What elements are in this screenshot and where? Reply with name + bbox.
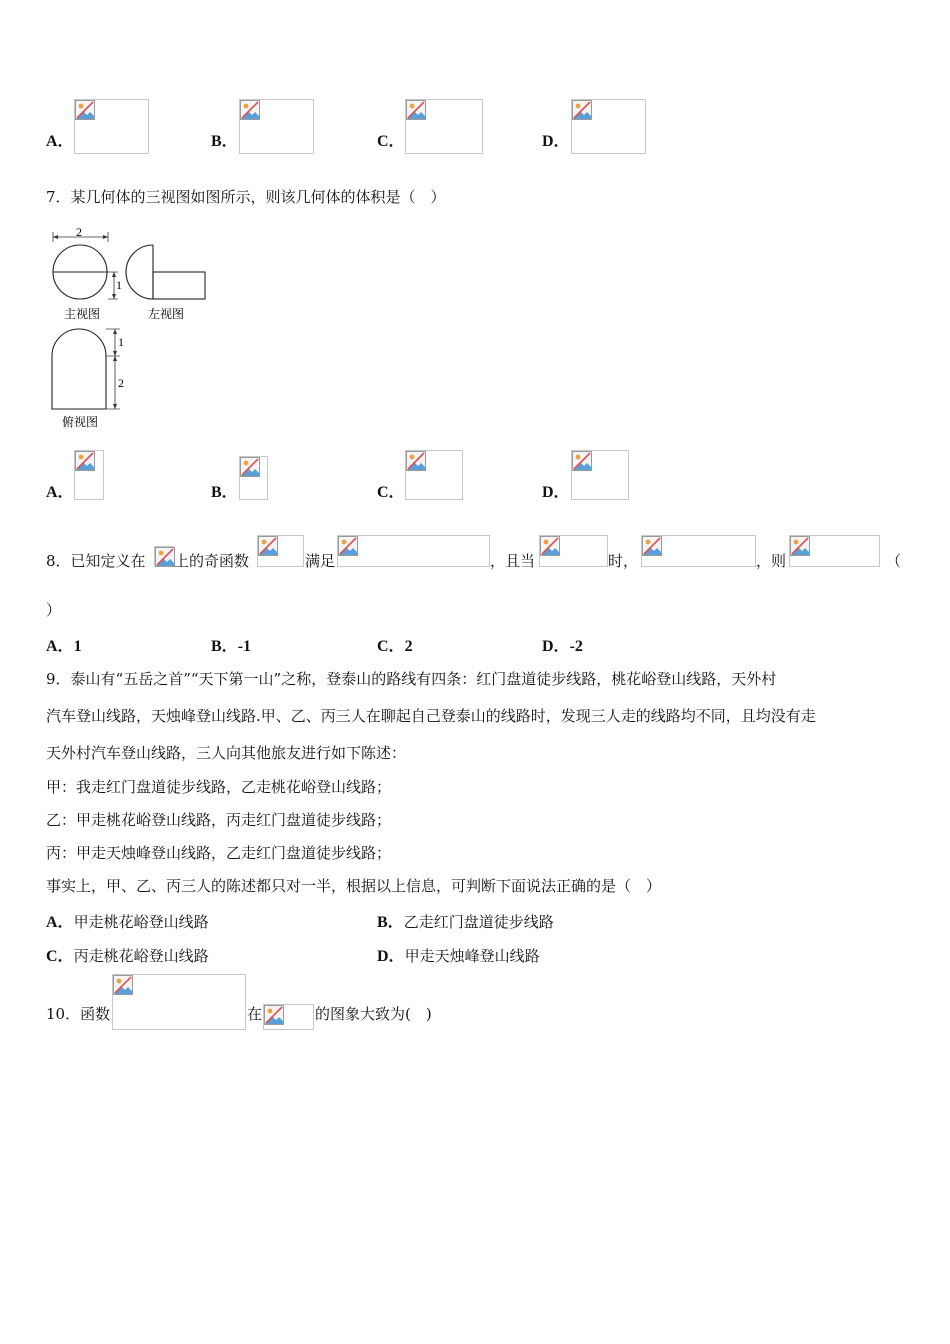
q9-line-3: 天外村汽车登山线路，三人向其他旅友进行如下陈述： xyxy=(46,744,407,762)
q8-option-d-label: D． xyxy=(542,638,570,655)
top-view-caption: 俯视图 xyxy=(62,415,99,429)
q8-option-d-value: -2 xyxy=(569,638,583,655)
q8-option-a xyxy=(46,633,82,656)
q7-option-b-image xyxy=(239,456,268,500)
q7-option-b-label: B． xyxy=(211,484,238,501)
q10-text-2: 在 xyxy=(247,1005,263,1023)
q9-option-a-label: A． xyxy=(46,914,74,931)
dim-width: 2 xyxy=(76,225,82,239)
broken-image-icon xyxy=(258,536,278,556)
q7-option-a-image xyxy=(74,450,104,500)
q7-option-d-image xyxy=(571,450,629,500)
broken-image-icon xyxy=(338,536,358,556)
q8-text-6: ，则 xyxy=(756,552,787,570)
q8-img-interval xyxy=(539,535,608,567)
q9-option-c-text: 丙走桃花峪登山线路 xyxy=(73,947,209,965)
q8-option-d xyxy=(542,633,583,656)
broken-image-icon xyxy=(75,451,95,471)
q7-stem: 7．某几何体的三视图如图所示，则该几何体的体积是（ ） xyxy=(46,188,446,206)
side-view xyxy=(126,245,205,299)
broken-image-icon xyxy=(264,1005,284,1025)
q7-option-d-label: D． xyxy=(542,484,570,501)
q8-text-3: 满足 xyxy=(305,552,336,570)
q9-option-d-text: 甲走天烛峰登山线路 xyxy=(404,947,540,965)
q8-option-b-label: B． xyxy=(211,638,238,655)
q8-text-2: 上的奇函数 xyxy=(174,552,250,570)
q9-option-b-text: 乙走红门盘道徒步线路 xyxy=(403,913,554,931)
broken-image-icon xyxy=(540,536,560,556)
q10-text-1: 10．函数 xyxy=(46,1005,111,1023)
q7-option-c-image xyxy=(405,450,463,500)
q7-option-c-label: C． xyxy=(377,484,405,501)
q8-text-8: ） xyxy=(46,601,62,619)
q8-img-target xyxy=(789,535,880,567)
q8-text-1: 8．已知定义在 xyxy=(46,552,146,570)
q9-option-a xyxy=(46,909,209,932)
top-view xyxy=(52,329,120,409)
front-view-caption: 主视图 xyxy=(64,307,101,321)
q9-line-6: 丙：甲走天烛峰登山线路，乙走红门盘道徒步线路； xyxy=(46,844,392,862)
q6-option-a-label: A． xyxy=(46,133,74,150)
q8-option-c-label: C． xyxy=(377,638,405,655)
q9-line-4: 甲：我走红门盘道徒步线路，乙走桃花峪登山线路； xyxy=(46,778,392,796)
q6-option-d-label: D． xyxy=(542,133,570,150)
q8-img-expression xyxy=(641,535,756,567)
q8-text-4: ，且当 xyxy=(490,552,536,570)
broken-image-icon xyxy=(406,451,426,471)
q6-option-a-image xyxy=(74,99,149,154)
dim-top-b: 2 xyxy=(118,376,124,390)
front-view xyxy=(53,232,118,299)
side-view-caption: 左视图 xyxy=(148,307,185,321)
q10-text-3: 的图象大致为( ) xyxy=(315,1005,432,1023)
q9-option-d-label: D． xyxy=(377,948,405,965)
broken-image-icon xyxy=(406,100,426,120)
q6-option-b-image xyxy=(239,99,314,154)
dim-front-h: 1 xyxy=(116,278,122,292)
q8-img-condition xyxy=(337,535,490,567)
q9-option-a-text: 甲走桃花峪登山线路 xyxy=(73,913,209,931)
q8-img-domain xyxy=(154,546,174,567)
q6-option-c-image xyxy=(405,99,483,154)
q6-option-d-image xyxy=(571,99,646,154)
q9-line-1: 9．泰山有“五岳之首”“天下第一山”之称，登泰山的路线有四条：红门盘道徒步线路，桃花峪登山线路，天外村 xyxy=(46,670,777,688)
q9-option-d xyxy=(377,943,540,966)
three-view-figure xyxy=(46,224,216,434)
broken-image-icon xyxy=(790,536,810,556)
q8-option-c-value: 2 xyxy=(404,638,413,655)
q9-option-c-label: C． xyxy=(46,948,74,965)
q8-option-b-value: -1 xyxy=(237,638,252,655)
q9-option-b-label: B． xyxy=(377,914,404,931)
q8-text-5: 时， xyxy=(608,552,639,570)
broken-image-icon xyxy=(572,451,592,471)
q7-option-a-label: A． xyxy=(46,484,74,501)
q9-line-5: 乙：甲走桃花峪登山线路，丙走红门盘道徒步线路； xyxy=(46,811,392,829)
q8-text-7: （ xyxy=(886,552,902,570)
broken-image-icon xyxy=(113,975,133,995)
broken-image-icon xyxy=(642,536,662,556)
dim-top-a: 1 xyxy=(118,335,124,349)
q10-img-interval xyxy=(263,1004,314,1030)
broken-image-icon xyxy=(155,547,175,567)
broken-image-icon xyxy=(75,100,95,120)
q9-line-7: 事实上，甲、乙、丙三人的陈述都只对一半，根据以上信息，可判断下面说法正确的是（ ） xyxy=(46,877,662,895)
q6-option-b-label: B． xyxy=(211,133,238,150)
q6-option-c-label: C． xyxy=(377,133,405,150)
q10-img-function xyxy=(112,974,246,1030)
q8-option-c xyxy=(377,633,413,656)
q9-option-c xyxy=(46,943,209,966)
q9-line-2: 汽车登山线路，天烛峰登山线路.甲、乙、丙三人在聊起自己登泰山的线路时，发现三人走的线路均不同，且均没有走 xyxy=(46,707,816,725)
broken-image-icon xyxy=(240,457,260,477)
q9-option-b xyxy=(377,909,554,932)
q8-option-a-value: 1 xyxy=(73,638,82,655)
q8-option-b xyxy=(211,633,251,656)
q8-option-a-label: A． xyxy=(46,638,74,655)
q8-img-func xyxy=(257,535,304,567)
broken-image-icon xyxy=(572,100,592,120)
broken-image-icon xyxy=(240,100,260,120)
